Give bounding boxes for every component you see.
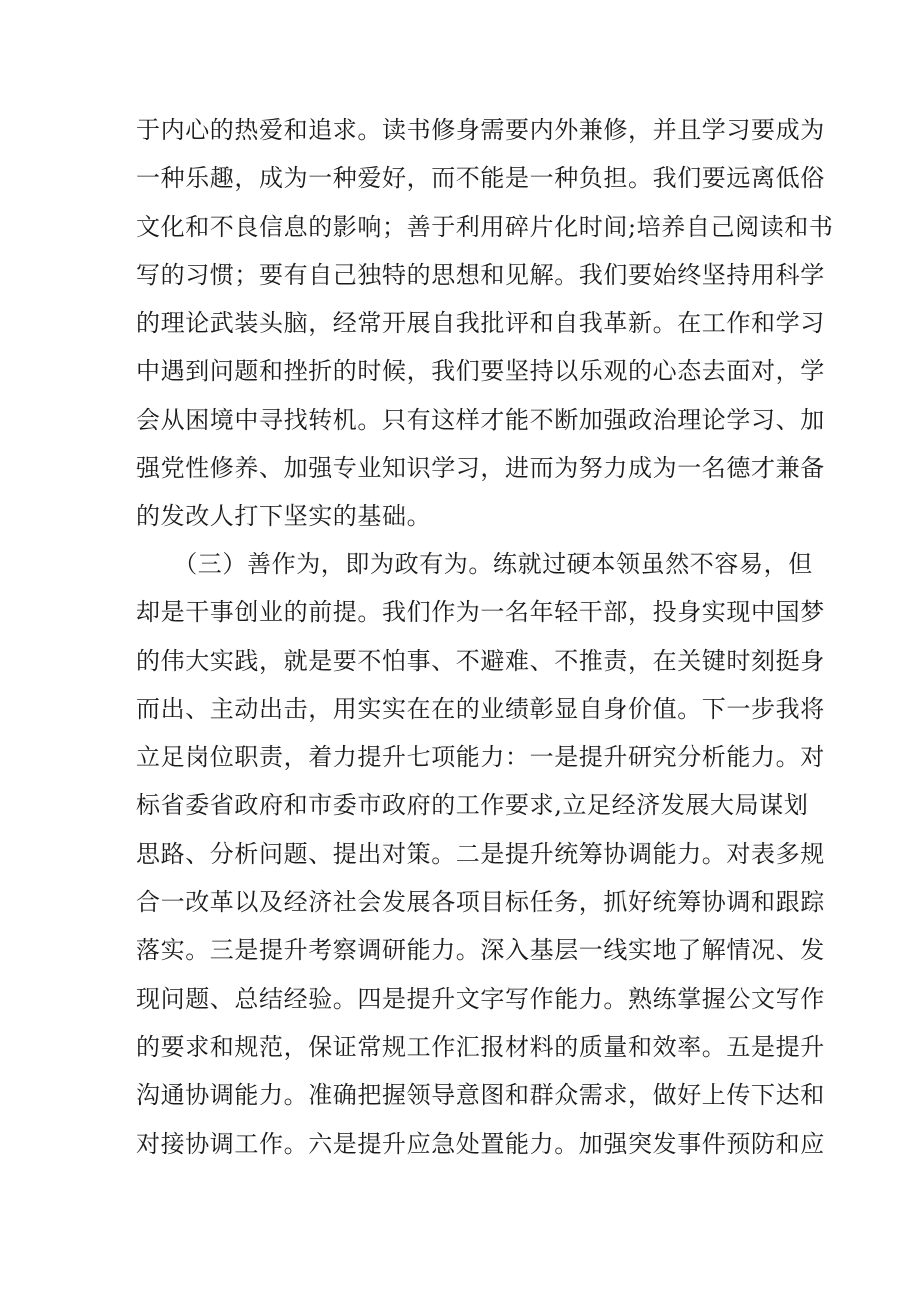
text-line: 会从困境中寻找转机。只有这样才能不断加强政治理论学习、加 <box>136 405 825 434</box>
text-line: 一种乐趣，成为一种爱好，而不能是一种负担。我们要远离低俗 <box>136 164 825 193</box>
paragraph-reading-self-cultivation <box>136 106 834 541</box>
text-line: 的理论武装头脑，经常开展自我批评和自我革新。在工作和学习 <box>136 309 825 338</box>
text-line: 的伟大实践，就是要不怕事、不避难、不推责，在关键时刻挺身 <box>136 646 825 675</box>
text-line: （三）善作为，即为政有为。练就过硬本领虽然不容易，但 <box>136 550 813 578</box>
text-line: 的要求和规范，保证常规工作汇报材料的质量和效率。五是提升 <box>136 1032 825 1061</box>
text-line: 沟通协调能力。准确把握领导意图和群众需求，做好上传下达和 <box>136 1081 825 1110</box>
text-line: 立足岗位职责，着力提升七项能力：一是提升研究分析能力。对 <box>136 743 825 772</box>
text-line: 合一改革以及经济社会发展各项目标任务，抓好统筹协调和跟踪 <box>136 888 825 917</box>
text-line: 标省委省政府和市委市政府的工作要求,立足经济发展大局谋划 <box>136 791 809 820</box>
paragraph-good-performance <box>136 540 825 1168</box>
text-line: 强党性修养、加强专业知识学习，进而为努力成为一名德才兼备 <box>136 454 825 483</box>
text-line: 而出、主动出击，用实实在在的业绩彰显自身价值。下一步我将 <box>136 694 825 723</box>
text-line: 于内心的热爱和追求。读书修身需要内外兼修，并且学习要成为 <box>136 116 825 144</box>
text-line: 的发改人打下坚实的基础。 <box>136 502 432 531</box>
text-line: 却是干事创业的前提。我们作为一名年轻干部，投身实现中国梦 <box>136 598 825 627</box>
text-line: 对接协调工作。六是提升应急处置能力。加强突发事件预防和应 <box>136 1129 825 1158</box>
text-line: 中遇到问题和挫折的时候，我们要坚持以乐观的心态去面对，学 <box>136 357 825 386</box>
text-line: 落实。三是提升考察调研能力。深入基层一线实地了解情况、发 <box>136 936 825 965</box>
text-line: 现问题、总结经验。四是提升文字写作能力。熟练掌握公文写作 <box>136 984 825 1013</box>
text-line: 思路、分析问题、提出对策。二是提升统筹协调能力。对表多规 <box>136 839 825 868</box>
text-line: 文化和不良信息的影响；善于利用碎片化时间;培养自己阅读和书 <box>136 212 834 241</box>
text-line: 写的习惯；要有自己独特的思想和见解。我们要始终坚持用科学 <box>136 260 825 289</box>
